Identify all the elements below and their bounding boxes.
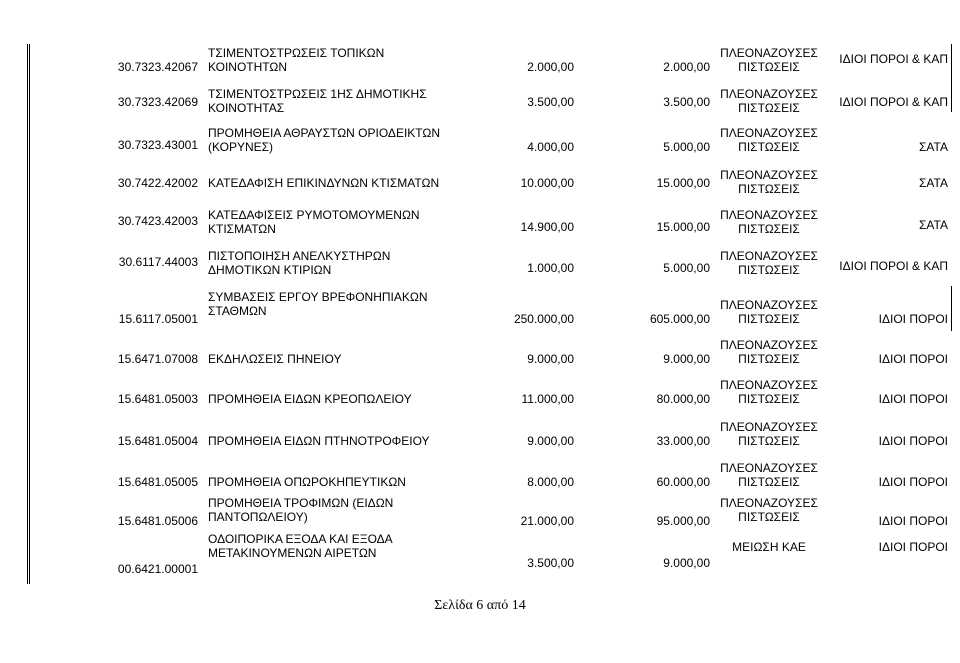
account-code: 30.7323.42069 [117, 95, 198, 109]
amount-2: 60.000,00 [656, 475, 710, 489]
credit-type: ΠΛΕΟΝΑΖΟΥΣΕΣ ΠΙΣΤΩΣΕΙΣ [720, 46, 818, 74]
credit-type: ΠΛΕΟΝΑΖΟΥΣΕΣ ΠΙΣΤΩΣΕΙΣ [720, 298, 818, 326]
description: ΚΑΤΕΔΑΦΙΣΗ ΕΠΙΚΙΝΔΥΝΩΝ ΚΤΙΣΜΑΤΩΝ [208, 176, 440, 190]
amount-1: 1.000,00 [527, 261, 574, 275]
amount-1: 2.000,00 [527, 60, 574, 74]
credit-type: ΠΛΕΟΝΑΖΟΥΣΕΣ ΠΙΣΤΩΣΕΙΣ [720, 168, 818, 196]
credit-type: ΠΛΕΟΝΑΖΟΥΣΕΣ ΠΙΣΤΩΣΕΙΣ [720, 249, 818, 277]
amount-2: 3.500,00 [663, 95, 710, 109]
credit-type: ΠΛΕΟΝΑΖΟΥΣΕΣ ΠΙΣΤΩΣΕΙΣ [720, 338, 818, 366]
account-code: 15.6471.07008 [117, 352, 198, 366]
credit-type: ΠΛΕΟΝΑΖΟΥΣΕΣ ΠΙΣΤΩΣΕΙΣ [720, 126, 818, 154]
amount-2: 15.000,00 [656, 220, 710, 234]
description: ΠΡΟΜΗΘΕΙΑ ΟΠΩΡΟΚΗΠΕΥΤΙΚΩΝ [208, 475, 406, 489]
account-code: 30.7323.43001 [117, 138, 198, 152]
account-code: 15.6481.05004 [117, 434, 198, 448]
description: ΠΡΟΜΗΘΕΙΑ ΕΙΔΩΝ ΠΤΗΝΟΤΡΟΦΕΙΟΥ [208, 434, 430, 448]
left-border-1 [27, 44, 28, 584]
amount-1: 21.000,00 [520, 514, 574, 528]
account-code: 30.7323.42067 [117, 60, 198, 74]
description: ΠΡΟΜΗΘΕΙΑ ΕΙΔΩΝ ΚΡΕΟΠΩΛΕΙΟΥ [208, 392, 412, 406]
funding-source: ΣΑΤΑ [919, 140, 948, 154]
page-footer: Σελίδα 6 από 14 [434, 598, 526, 613]
credit-type: ΜΕΙΩΣΗ ΚΑΕ [732, 540, 806, 554]
right-border-bottom [951, 286, 952, 331]
account-code: 15.6117.05001 [118, 312, 198, 326]
credit-type: ΠΛΕΟΝΑΖΟΥΣΕΣ ΠΙΣΤΩΣΕΙΣ [720, 496, 818, 524]
amount-1: 8.000,00 [527, 475, 574, 489]
credit-type: ΠΛΕΟΝΑΖΟΥΣΕΣ ΠΙΣΤΩΣΕΙΣ [720, 378, 818, 406]
right-border-top [951, 44, 952, 112]
description: ΚΑΤΕΔΑΦΙΣΕΙΣ ΡΥΜΟΤΟΜΟΥΜΕΝΩΝ ΚΤΙΣΜΑΤΩΝ [208, 208, 420, 236]
credit-type: ΠΛΕΟΝΑΖΟΥΣΕΣ ΠΙΣΤΩΣΕΙΣ [720, 208, 818, 236]
description: ΟΔΟΙΠΟΡΙΚΑ ΕΞΟΔΑ ΚΑΙ ΕΞΟΔΑ ΜΕΤΑΚΙΝΟΥΜΕΝΩΝ ΑΙΡΕΤΩΝ [208, 532, 393, 560]
account-code: 30.7422.42002 [117, 176, 198, 190]
amount-2: 33.000,00 [656, 434, 710, 448]
funding-source: ΙΔΙΟΙ ΠΟΡΟΙ & ΚΑΠ [839, 259, 948, 273]
funding-source: ΙΔΙΟΙ ΠΟΡΟΙ [878, 434, 948, 448]
credit-type: ΠΛΕΟΝΑΖΟΥΣΕΣ ΠΙΣΤΩΣΕΙΣ [720, 420, 818, 448]
account-code: 15.6481.05006 [117, 514, 198, 528]
amount-2: 5.000,00 [663, 261, 710, 275]
description: ΣΥΜΒΑΣΕΙΣ ΕΡΓΟΥ ΒΡΕΦΟΝΗΠΙΑΚΩΝ ΣΤΑΘΜΩΝ [208, 290, 428, 318]
funding-source: ΙΔΙΟΙ ΠΟΡΟΙ [878, 312, 948, 326]
account-code: 30.7423.42003 [117, 214, 198, 228]
amount-2: 80.000,00 [656, 392, 710, 406]
amount-2: 605.000,00 [649, 312, 710, 326]
amount-2: 9.000,00 [663, 352, 710, 366]
description: ΠΙΣΤΟΠΟΙΗΣΗ ΑΝΕΛΚΥΣΤΗΡΩΝ ΔΗΜΟΤΙΚΩΝ ΚΤΙΡΙΩΝ [208, 249, 391, 277]
amount-1: 3.500,00 [527, 556, 574, 570]
amount-1: 11.000,00 [521, 392, 574, 406]
funding-source: ΙΔΙΟΙ ΠΟΡΟΙ & ΚΑΠ [839, 52, 948, 66]
description: ΠΡΟΜΗΘΕΙΑ ΑΘΡΑΥΣΤΩΝ ΟΡΙΟΔΕΙΚΤΩΝ (ΚΟΡΥΝΕΣ) [208, 126, 441, 154]
funding-source: ΙΔΙΟΙ ΠΟΡΟΙ [878, 352, 948, 366]
funding-source: ΙΔΙΟΙ ΠΟΡΟΙ [878, 475, 948, 489]
description: ΕΚΔΗΛΩΣΕΙΣ ΠΗΝΕΙΟΥ [208, 352, 342, 366]
amount-1: 4.000,00 [527, 140, 574, 154]
funding-source: ΣΑΤΑ [919, 218, 948, 232]
amount-1: 9.000,00 [527, 352, 574, 366]
account-code: 15.6481.05003 [117, 392, 198, 406]
funding-source: ΙΔΙΟΙ ΠΟΡΟΙ & ΚΑΠ [839, 95, 948, 109]
amount-2: 5.000,00 [663, 140, 710, 154]
account-code: 00.6421.00001 [117, 562, 198, 576]
description: ΤΣΙΜΕΝΤΟΣΤΡΩΣΕΙΣ 1ΗΣ ΔΗΜΟΤΙΚΗΣ ΚΟΙΝΟΤΗΤΑΣ [208, 87, 427, 115]
amount-2: 15.000,00 [656, 176, 710, 190]
amount-1: 14.900,00 [520, 220, 574, 234]
amount-1: 3.500,00 [527, 95, 574, 109]
amount-1: 10.000,00 [520, 176, 574, 190]
left-border-2 [29, 44, 30, 584]
amount-2: 2.000,00 [663, 60, 710, 74]
credit-type: ΠΛΕΟΝΑΖΟΥΣΕΣ ΠΙΣΤΩΣΕΙΣ [720, 87, 818, 115]
credit-type: ΠΛΕΟΝΑΖΟΥΣΕΣ ΠΙΣΤΩΣΕΙΣ [720, 461, 818, 489]
amount-2: 95.000,00 [656, 514, 710, 528]
amount-1: 9.000,00 [527, 434, 574, 448]
account-code: 15.6481.05005 [117, 475, 198, 489]
funding-source: ΙΔΙΟΙ ΠΟΡΟΙ [878, 392, 948, 406]
amount-1: 250.000,00 [513, 312, 574, 326]
account-code: 30.6117.44003 [118, 255, 198, 269]
description: ΤΣΙΜΕΝΤΟΣΤΡΩΣΕΙΣ ΤΟΠΙΚΩΝ ΚΟΙΝΟΤΗΤΩΝ [208, 46, 385, 74]
funding-source: ΙΔΙΟΙ ΠΟΡΟΙ [878, 514, 948, 528]
description: ΠΡΟΜΗΘΕΙΑ ΤΡΟΦΙΜΩΝ (ΕΙΔΩΝ ΠΑΝΤΟΠΩΛΕΙΟΥ) [208, 496, 394, 524]
funding-source: ΙΔΙΟΙ ΠΟΡΟΙ [878, 540, 948, 554]
amount-2: 9.000,00 [663, 556, 710, 570]
funding-source: ΣΑΤΑ [919, 176, 948, 190]
